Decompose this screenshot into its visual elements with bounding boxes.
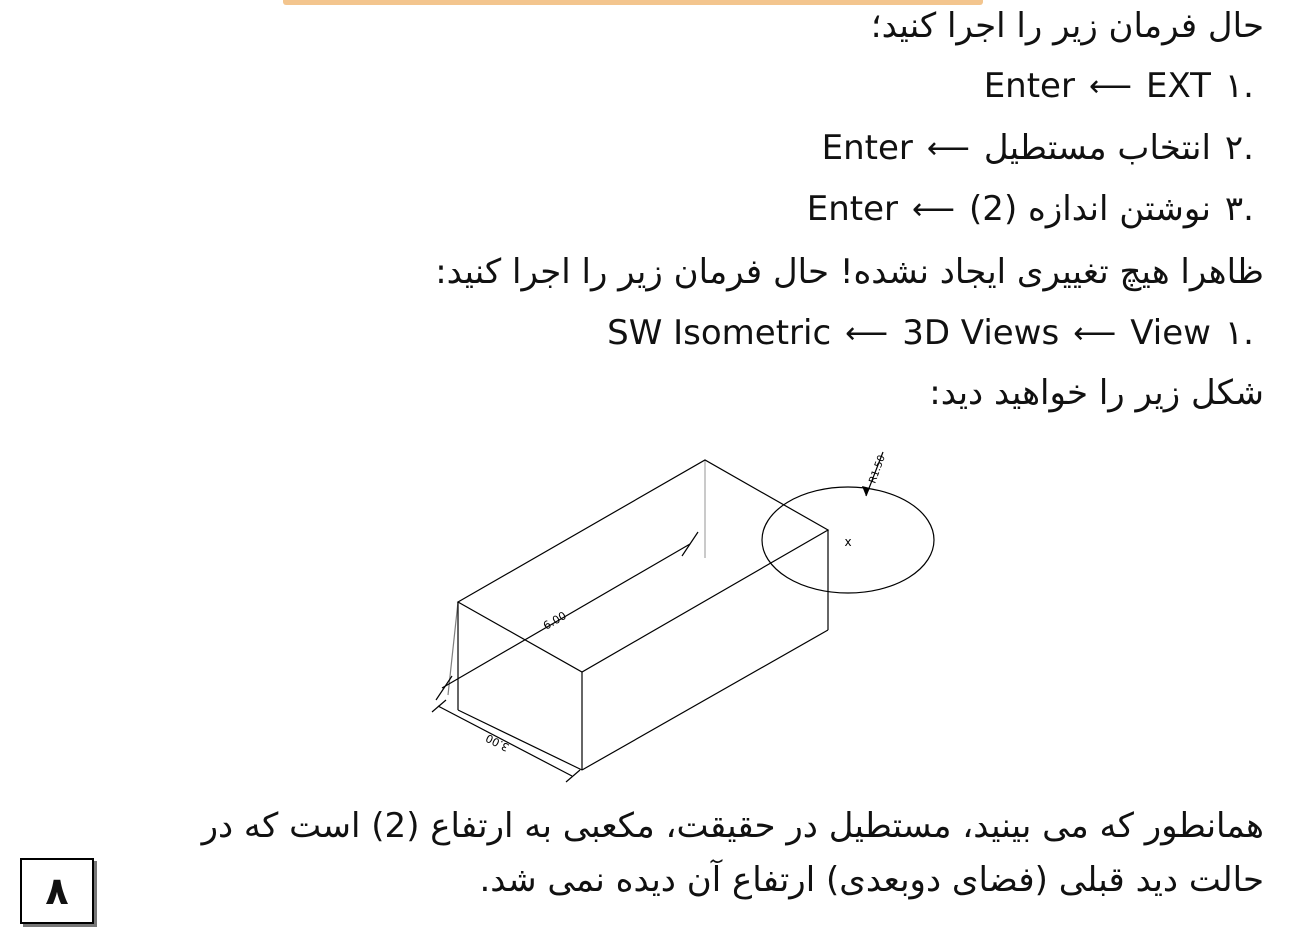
arrow-left-icon: ⟵ [845, 316, 889, 352]
step-3-text: نوشتن اندازه (2) [969, 189, 1211, 229]
circle-center-mark: x [844, 535, 852, 549]
arrow-left-icon: ⟵ [912, 192, 956, 228]
intro-text: حال فرمان زیر را اجرا کنید؛ [870, 6, 1264, 46]
see-text: شکل زیر را خواهید دید: [929, 373, 1264, 413]
conclusion-line-1: همانطور که می بینید، مستطیل در حقیقت، مکعبی به ارتفاع (2) است که در [201, 806, 1264, 846]
step-1 [984, 68, 1254, 105]
isometric-box-figure [420, 440, 960, 790]
step-3 [807, 191, 1254, 228]
step-3-enter: Enter [806, 189, 899, 229]
view-step-view: View [1130, 313, 1211, 353]
length-tick-end [682, 532, 698, 556]
width-label: 3.00 [483, 731, 512, 754]
width-tick-start [432, 700, 446, 712]
view-step-3d-views: 3D Views [902, 313, 1060, 353]
step-1-ext: EXT [1145, 66, 1211, 106]
step-1-number: ۱. [1224, 66, 1254, 106]
page-number-box [20, 858, 94, 924]
top-accent-bar [283, 0, 983, 5]
step-3-number: ۳. [1224, 189, 1254, 229]
view-step [607, 315, 1254, 352]
middle-text: ظاهرا هیچ تغییری ایجاد نشده! حال فرمان زیر را اجرا کنید: [435, 252, 1264, 292]
isometric-drawing [420, 440, 960, 790]
step-2-number: ۲. [1224, 128, 1254, 168]
step-2-text: انتخاب مستطیل [983, 128, 1211, 168]
step-2-enter: Enter [821, 128, 913, 168]
box-bottom-front-left [458, 710, 582, 770]
view-step-sw-isometric: SW Isometric [607, 313, 832, 353]
arrow-left-icon: ⟵ [1073, 316, 1117, 352]
arrow-left-icon: ⟵ [926, 131, 970, 167]
page-number: ۸ [45, 869, 69, 913]
radius-label: R1.50 [867, 453, 888, 486]
arrow-left-icon: ⟵ [1088, 69, 1132, 105]
width-tick-end [566, 770, 580, 782]
step-1-enter: Enter [983, 66, 1075, 106]
view-step-number: ۱. [1224, 313, 1254, 353]
length-label: 6.00 [541, 609, 569, 633]
step-2 [822, 130, 1254, 167]
conclusion-line-2: حالت دید قبلی (فضای دوبعدی) ارتفاع آن دیده نمی شد. [479, 860, 1264, 900]
